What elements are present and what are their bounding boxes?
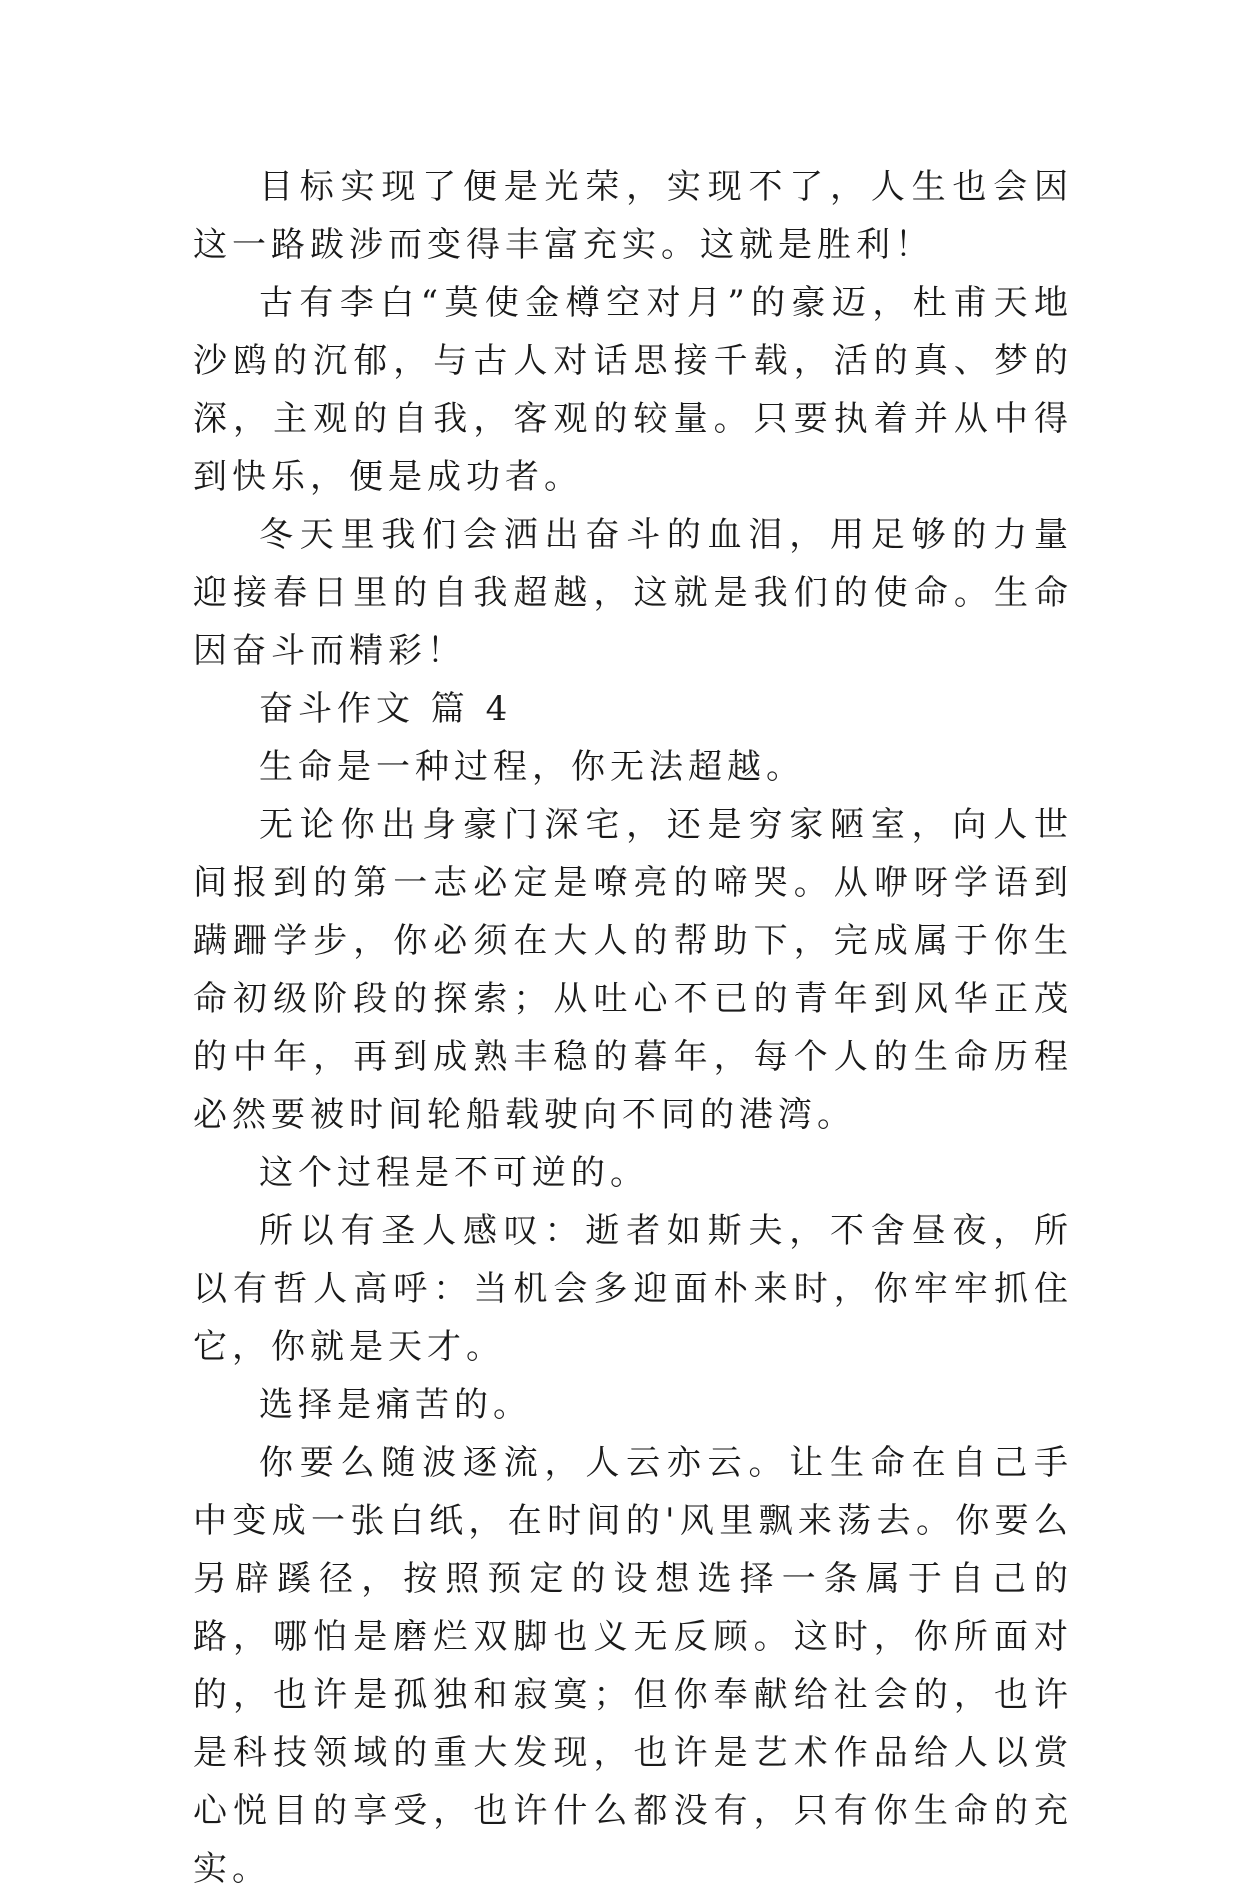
- essay-body: [193, 158, 1073, 1898]
- paragraph-choice: 选择是痛苦的。: [259, 1385, 532, 1425]
- section-heading: 奋斗作文 篇 4: [259, 689, 513, 729]
- paragraph-irreversible: 这个过程是不可逆的。: [259, 1153, 649, 1193]
- paragraph-paths: 你要么随波逐流，人云亦云。让生命在自己手中变成一张白纸，在时间的'风里飘来荡去。你要么另辟蹊径，按照预定的设想选择一条属于自己的路，哪怕是磨烂双脚也义无反顾。这时，你所面对的，也许是孤独和寂寞；但你奉献给社会的，也许是科技领域的重大发现，也许是艺术作品给人以赏心悦目的享受，也许什么都没有，只有你生命的充实。: [193, 1443, 1073, 1889]
- paragraph-victory: 目标实现了便是光荣，实现不了，人生也会因这一路跋涉而变得丰富充实。这就是胜利！: [193, 167, 1073, 265]
- paragraph-winter: 冬天里我们会洒出奋斗的血泪，用足够的力量迎接春日里的自我超越，这就是我们的使命。生命因奋斗而精彩！: [193, 515, 1073, 671]
- paragraph-sages: 所以有圣人感叹：逝者如斯夫，不舍昼夜，所以有哲人高呼：当机会多迎面朴来时，你牢牢抓住它，你就是天才。: [193, 1211, 1073, 1367]
- paragraph-birth: 无论你出身豪门深宅，还是穷家陋室，向人世间报到的第一志必定是嘹亮的啼哭。从咿呀学语到蹒跚学步，你必须在大人的帮助下，完成属于你生命初级阶段的探索；从吐心不已的青年到风华正茂的中年，再到成熟丰稳的暮年，每个人的生命历程必然要被时间轮船载驶向不同的港湾。: [193, 805, 1073, 1135]
- paragraph-life-process: 生命是一种过程，你无法超越。: [259, 747, 805, 787]
- paragraph-libai: 古有李白“莫使金樽空对月”的豪迈，杜甫天地沙鸥的沉郁，与古人对话思接千载，活的真、梦的深，主观的自我，客观的较量。只要执着并从中得到快乐，便是成功者。: [193, 283, 1073, 497]
